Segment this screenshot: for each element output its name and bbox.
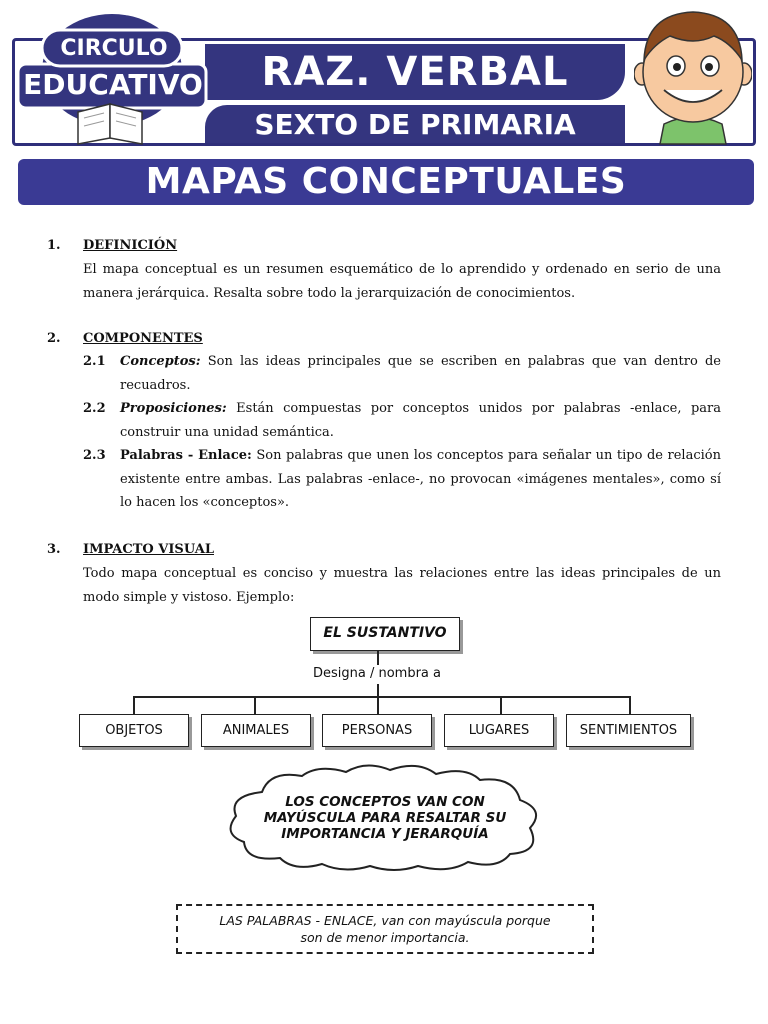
section-number: 2. [47, 331, 61, 346]
subitem-number: 2.1 [83, 354, 106, 369]
boy-mascot-icon [634, 6, 752, 146]
section-heading-definicion: DEFINICIÓN [83, 238, 178, 253]
concept-child-box: OBJETOS [79, 714, 189, 747]
logo-text-circulo: CIRCULO [60, 36, 168, 61]
concept-child-box: PERSONAS [322, 714, 432, 747]
component-proposiciones: Proposiciones: Están compuestas por conceptos unidos por palabras -enlace, para construir una unidad semántica. [120, 401, 721, 440]
subject-title: RAZ. VERBAL [261, 49, 569, 95]
component-conceptos: Conceptos: Son las ideas principales que se escriben en palabras que van dentro de recuadros. [120, 354, 721, 393]
subitem-number: 2.3 [83, 448, 106, 463]
section-number: 1. [47, 238, 61, 253]
connector-line [133, 696, 630, 698]
cloud-note: LOS CONCEPTOS VAN CON MAYÚSCULA PARA RESALTAR SU IMPORTANCIA Y JERARQUÍA [263, 794, 507, 842]
connector-line [133, 696, 135, 714]
logo-text-educativo: EDUCATIVO [23, 68, 203, 101]
grade-subtitle: SEXTO DE PRIMARIA [254, 108, 576, 141]
section-heading-impacto-visual: IMPACTO VISUAL [83, 542, 214, 557]
dashed-note: LAS PALABRAS - ENLACE, van con mayúscula porque son de menor importancia. [219, 913, 551, 945]
connector-line [254, 696, 256, 714]
link-words-label: Designa / nombra a [312, 666, 441, 681]
definition-paragraph: El mapa conceptual es un resumen esquemático de lo aprendido y ordenado en serio de una manera jerárquica. Resalta sobre todo la jerarquización de conocimientos. [83, 262, 721, 301]
open-book-icon [78, 104, 142, 144]
concept-child-box: LUGARES [444, 714, 554, 747]
section-number: 3. [47, 542, 61, 557]
connector-line [377, 696, 379, 714]
component-palabras-enlace: Palabras - Enlace: Son palabras que unen los conceptos para señalar un tipo de relación existente entre ambas. Las palabras -enlace-, no provocan «imágenes mentales», como sí lo hacen los «conceptos». [120, 448, 721, 510]
connector-line [629, 696, 631, 714]
concept-root-box: EL SUSTANTIVO [310, 617, 460, 651]
section-heading-componentes: COMPONENTES [83, 331, 203, 346]
impact-paragraph: Todo mapa conceptual es conciso y muestra las relaciones entre las ideas principales de un modo simple y vistoso. Ejemplo: [83, 566, 721, 605]
concept-child-box: SENTIMIENTOS [566, 714, 691, 747]
connector-line [377, 651, 379, 665]
connector-line [500, 696, 502, 714]
concept-child-box: ANIMALES [201, 714, 311, 747]
topic-title: MAPAS CONCEPTUALES [145, 161, 627, 202]
subitem-number: 2.2 [83, 401, 106, 416]
